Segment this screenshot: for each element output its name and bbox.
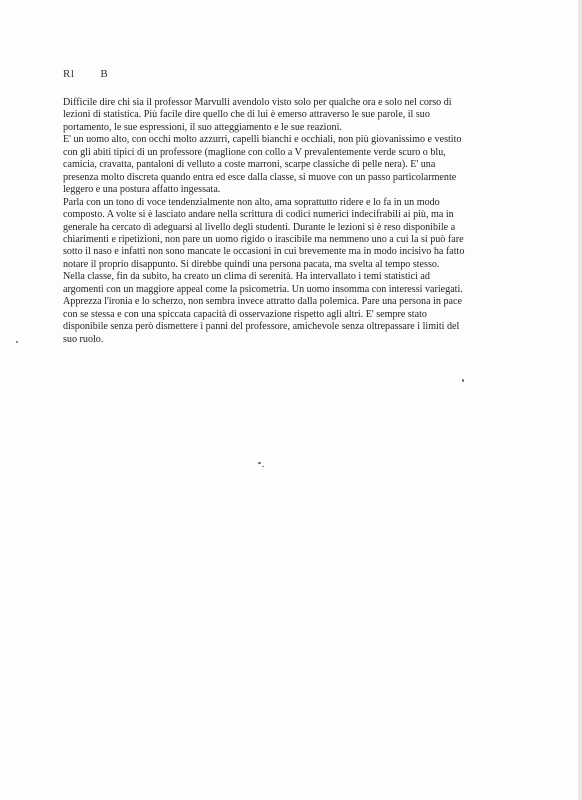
text-line: con gli abiti tipici di un professore (maglione con collo a V prevalentemente verde scuro o blu, bbox=[63, 146, 446, 158]
text-line: portamento, le sue espressioni, il suo atteggiamento e le sue reazioni. bbox=[63, 121, 342, 133]
text-line: con se stessa e con una spiccata capacità di osservazione rispetto agli altri. E' sempre stato bbox=[63, 308, 427, 320]
scan-speck bbox=[16, 341, 18, 343]
scan-speck bbox=[462, 379, 464, 382]
text-line: generale ha cercato di adeguarsi al livello degli studenti. Durante le lezioni si è reso disponibile a bbox=[63, 221, 456, 233]
page-edge bbox=[578, 0, 582, 800]
scan-speck bbox=[262, 466, 264, 467]
text-line: sotto il naso e infatti non sono mancate le occasioni in cui brevemente ma in modo incisivo ha fatto bbox=[63, 246, 465, 258]
text-line: lezioni di statistica. Più facile dire quello che di lui è emerso attraverso le sue parole, il suo bbox=[63, 109, 430, 121]
text-line: chiarimenti e ripetizioni, non pare un uomo rigido o irascibile ma nemmeno uno a cui la si può fare bbox=[63, 233, 464, 245]
document-body bbox=[63, 97, 525, 346]
text-line: leggero e una postura affatto ingessata. bbox=[63, 184, 221, 196]
scan-speck bbox=[258, 462, 261, 464]
text-line: Nella classe, fin da subito, ha creato un clima di serenità. Ha intervallato i temi statistici ad bbox=[63, 271, 430, 283]
text-line: Difficile dire chi sia il professor Marvulli avendolo visto solo per qualche ora e solo nel corso di bbox=[63, 97, 452, 108]
text-line: Apprezza l'ironia e lo scherzo, non sembra invece attratto dalla polemica. Pare una persona in pace bbox=[63, 296, 462, 308]
text-line: presenza molto discreta quando entra ed esce dalla classe, si muove con un passo particolarmente bbox=[63, 171, 457, 183]
author-initials: Rl B bbox=[63, 68, 109, 80]
text-line: E' un uomo alto, con occhi molto azzurri, capelli bianchi e occhiali, non più giovanissimo e vestito bbox=[63, 134, 462, 146]
text-line: disponibile senza però dismettere i panni del professore, amichevole senza oltrepassare i limiti del bbox=[63, 321, 460, 333]
text-line: Parla con un tono di voce tendenzialmente non alto, ama soprattutto ridere e lo fa in un modo bbox=[63, 196, 440, 208]
text-line: composto. A volte si è lasciato andare nella scrittura di codici numerici indecifrabili ai più, ma in bbox=[63, 209, 454, 221]
text-line: notare il proprio disappunto. Si direbbe quindi una persona pacata, ma svelta al tempo stesso. bbox=[63, 258, 440, 270]
text-line: argomenti con un maggiore appeal come la psicometria. Un uomo insomma con interessi variegati. bbox=[63, 283, 463, 295]
text-line: suo ruolo. bbox=[63, 333, 104, 345]
text-line: camicia, cravatta, pantaloni di velluto a coste marroni, scarpe classiche di pelle nera). E' una bbox=[63, 159, 436, 171]
